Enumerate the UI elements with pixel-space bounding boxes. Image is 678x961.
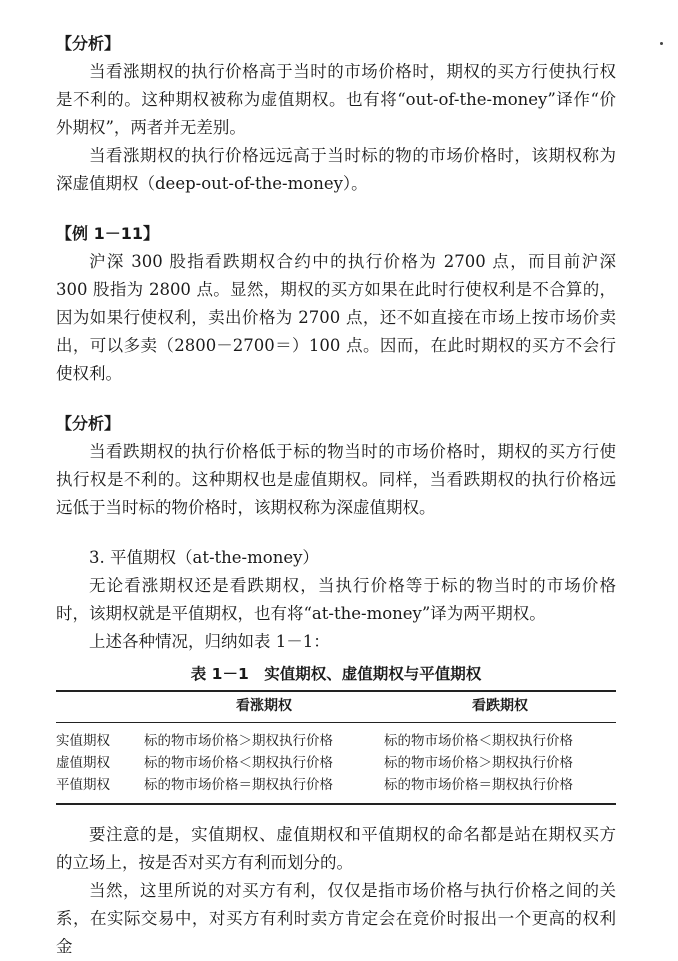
paragraph: 要注意的是，实值期权、虚值期权和平值期权的命名都是站在期权买方的立场上，按是否对买方有利而划分的。 bbox=[56, 825, 616, 872]
table-cell: 标的物市场价格＞期权执行价格 bbox=[144, 733, 333, 749]
section-heading-analysis: 【分析】 bbox=[56, 414, 121, 433]
paragraph: 当然，这里所说的对买方有利，仅仅是指市场价格与执行价格之间的关系，在实际交易中，对买方有利时卖方肯定会在竞价时报出一个更高的权利金 bbox=[56, 881, 616, 956]
table-title: 表 1－1 实值期权、虚值期权与平值期权 bbox=[190, 665, 482, 683]
section-heading-analysis: 【分析】 bbox=[56, 34, 121, 53]
document-page bbox=[56, 30, 616, 961]
table-cell: 标的物市场价格＜期权执行价格 bbox=[144, 755, 333, 771]
paragraph: 当看涨期权的执行价格高于当时的市场价格时，期权的买方行使执行权是不利的。这种期权被称为虚值期权。也有将“out-of-the-money”译作“价外期权”，两者并无差别。 bbox=[56, 62, 616, 137]
paragraph: 当看跌期权的执行价格低于标的物当时的市场价格时，期权的买方行使执行权是不利的。这种期权也是虚值期权。同样，当看跌期权的执行价格远远低于当时标的物价格时，该期权称为深虚值期权。 bbox=[56, 442, 616, 517]
table-header-cell bbox=[56, 691, 144, 723]
scan-speck bbox=[660, 42, 663, 45]
table-cell: 标的物市场价格＞期权执行价格 bbox=[384, 755, 573, 771]
table-cell: 虚值期权 bbox=[56, 755, 110, 771]
options-table bbox=[56, 690, 616, 805]
table-cell: 实值期权 bbox=[56, 733, 110, 749]
table-row bbox=[56, 723, 616, 753]
section-heading-example: 【例 1－11】 bbox=[56, 224, 159, 243]
table-header-row bbox=[56, 691, 616, 723]
table-cell: 标的物市场价格＜期权执行价格 bbox=[384, 733, 573, 749]
table-cell: 平值期权 bbox=[56, 774, 144, 804]
table-row bbox=[56, 752, 616, 774]
paragraph: 无论看涨期权还是看跌期权，当执行价格等于标的物当时的市场价格时，该期权就是平值期权，也有将“at-the-money”译为两平期权。 bbox=[56, 576, 616, 623]
table-header-cell: 看涨期权 bbox=[144, 691, 384, 723]
table-header-cell: 看跌期权 bbox=[384, 691, 616, 723]
paragraph: 当看涨期权的执行价格远远高于当时标的物的市场价格时，该期权称为深虚值期权（deep-out-of-the-money）。 bbox=[56, 146, 616, 193]
subsection-title: 3. 平值期权（at-the-money） bbox=[89, 548, 319, 567]
table-cell: 标的物市场价格＝期权执行价格 bbox=[384, 774, 616, 804]
paragraph: 上述各种情况，归纳如表 1－1： bbox=[89, 632, 330, 651]
table-row bbox=[56, 774, 616, 804]
paragraph: 沪深 300 股指看跌期权合约中的执行价格为 2700 点，而目前沪深 300 股指为 2800 点。显然，期权的买方如果在此时行使权利是不合算的，因为如果行使权利，卖出价格为 2700 点，还不如直接在市场上按市场价卖出，可以多卖（2800－2700＝）100 点。因而，在此时期权的买方不会行使权利。 bbox=[56, 252, 616, 383]
table-cell: 标的物市场价格＝期权执行价格 bbox=[144, 774, 384, 804]
